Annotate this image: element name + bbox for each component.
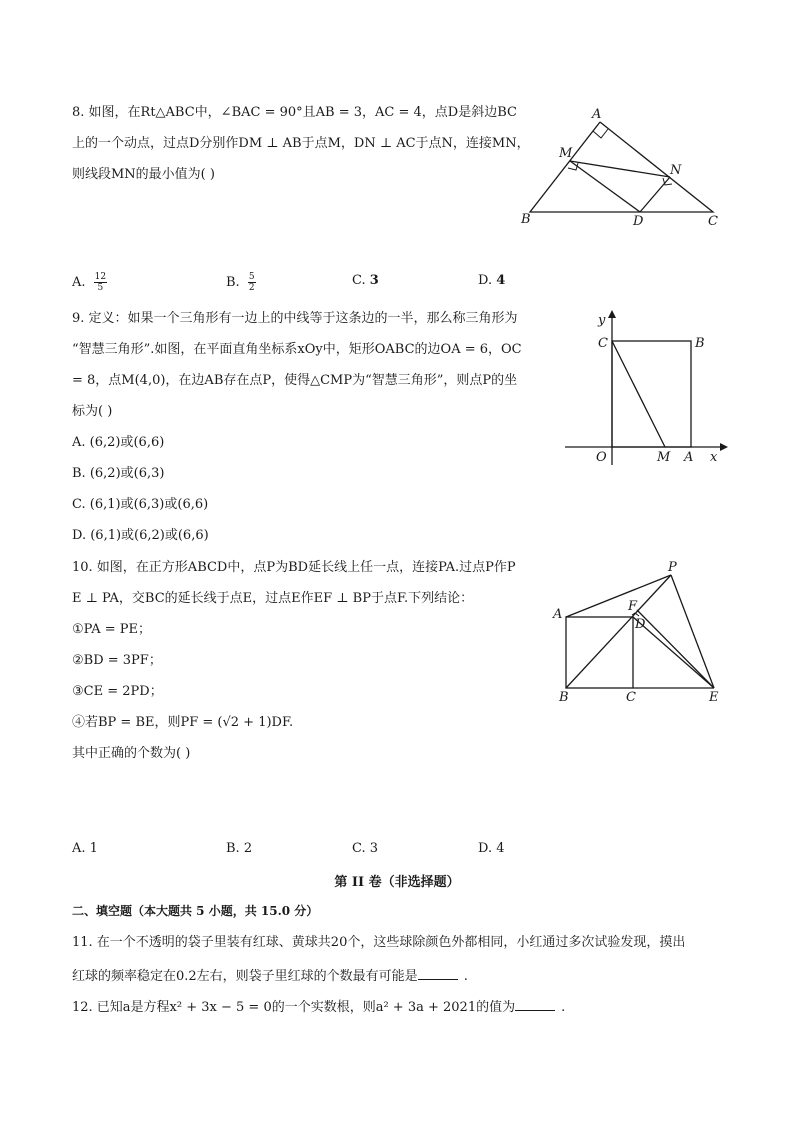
q10-conclusion-3: ③CE = 2PD； — [72, 684, 163, 699]
q9-label-b: B — [695, 336, 705, 351]
q10-label-a: A — [553, 607, 563, 622]
q8-choice-b[interactable]: B. $\frac{5}{2}$ — [226, 272, 255, 293]
q10-line2: E ⊥ PA，交BC的延长线于点E，过点E作EF ⊥ BP于点F.下列结论： — [72, 591, 474, 606]
q10-line-end: 其中正确的个数为( ) — [72, 746, 191, 761]
q8-line1: 8. 如图，在Rt△ABC中，∠BAC = 90°且AB = 3，AC = 4，点D是斜边BC — [72, 105, 517, 120]
q10-label-b: B — [559, 690, 569, 705]
q10-figure — [548, 558, 728, 708]
fill-section-header: 二、填空题（本大题共 5 小题，共 15.0 分） — [72, 904, 319, 918]
q9-line2: “智慧三角形”.如图，在平面直角坐标系xOy中，矩形OABC的边OA = 6，OC — [72, 342, 522, 357]
q10-conclusion-1: ①PA = PE； — [72, 622, 151, 637]
q8-label-m: M — [559, 146, 573, 161]
q10-choice-c[interactable]: C. 3 — [352, 841, 379, 856]
q8-label-b: B — [521, 212, 531, 227]
q9-label-x: x — [710, 450, 718, 465]
q9-line1: 9. 定义：如果一个三角形有一边上的中线等于这条边的一半，那么称三角形为 — [72, 311, 518, 326]
q8-choice-d[interactable]: D. 4 — [478, 273, 506, 288]
q9-label-y: y — [598, 313, 606, 328]
q12-line1: 12. 已知a是方程x² + 3x − 5 = 0的一个实数根，则a² + 3a + 2021的值为 . — [72, 997, 565, 1017]
q12-answer-blank[interactable] — [515, 997, 555, 1011]
q9-line4: 标为( ) — [72, 404, 113, 419]
q10-label-p: P — [668, 560, 677, 575]
q10-label-f: F — [628, 599, 638, 614]
q9-label-m: M — [657, 450, 671, 465]
q10-choice-a[interactable]: A. 1 — [72, 841, 98, 856]
q8-label-n: N — [670, 163, 682, 178]
q11-answer-blank[interactable] — [418, 966, 458, 980]
q8-label-d: D — [633, 214, 644, 229]
q8-figure — [515, 100, 730, 235]
q10-label-c: C — [626, 690, 636, 705]
q10-choice-d[interactable]: D. 4 — [478, 841, 505, 856]
q9-label-c: C — [598, 336, 608, 351]
q8-line2: 上的一个动点，过点D分别作DM ⊥ AB于点M，DN ⊥ AC于点N，连接MN， — [72, 136, 530, 151]
q10-conclusion-2: ②BD = 3PF； — [72, 653, 162, 668]
q9-label-a: A — [684, 450, 694, 465]
q9-choice-d[interactable]: D. (6,1)或(6,2)或(6,6) — [72, 528, 209, 543]
q11-line1: 11. 在一个不透明的袋子里装有红球、黄球共20个，这些球除颜色外都相同，小红通过多次试验发现，摸出 — [72, 935, 686, 950]
section-title: 第 II 卷（非选择题） — [334, 875, 460, 890]
q10-label-d: D — [635, 617, 646, 632]
q10-conclusion-4: ④若BP = BE，则PF = (√2 + 1)DF. — [72, 715, 294, 730]
q10-choice-b[interactable]: B. 2 — [226, 841, 253, 856]
q9-choice-b[interactable]: B. (6,2)或(6,3) — [72, 466, 165, 481]
q9-line3: = 8，点M(4,0)，在边AB存在点P，使得△CMP为“智慧三角形”，则点P的坐 — [72, 373, 518, 388]
q8-choice-c[interactable]: C. 3 — [352, 273, 379, 288]
q11-line2: 红球的频率稳定在0.2左右，则袋子里红球的个数最有可能是 . — [72, 966, 468, 986]
q10-label-e: E — [709, 690, 719, 705]
q9-choice-c[interactable]: C. (6,1)或(6,3)或(6,6) — [72, 497, 209, 512]
q9-choice-a[interactable]: A. (6,2)或(6,6) — [72, 435, 165, 450]
q9-figure — [560, 305, 730, 470]
q8-label-a: A — [592, 107, 602, 122]
q8-choice-a[interactable]: A. $\frac{12}{5}$ — [72, 272, 107, 293]
q10-line1: 10. 如图，在正方形ABCD中，点P为BD延长线上任一点，连接PA.过点P作P — [72, 560, 516, 575]
q8-label-c: C — [708, 214, 718, 229]
q9-label-o: O — [596, 450, 607, 465]
q8-line3: 则线段MN的最小值为( ) — [72, 167, 215, 182]
